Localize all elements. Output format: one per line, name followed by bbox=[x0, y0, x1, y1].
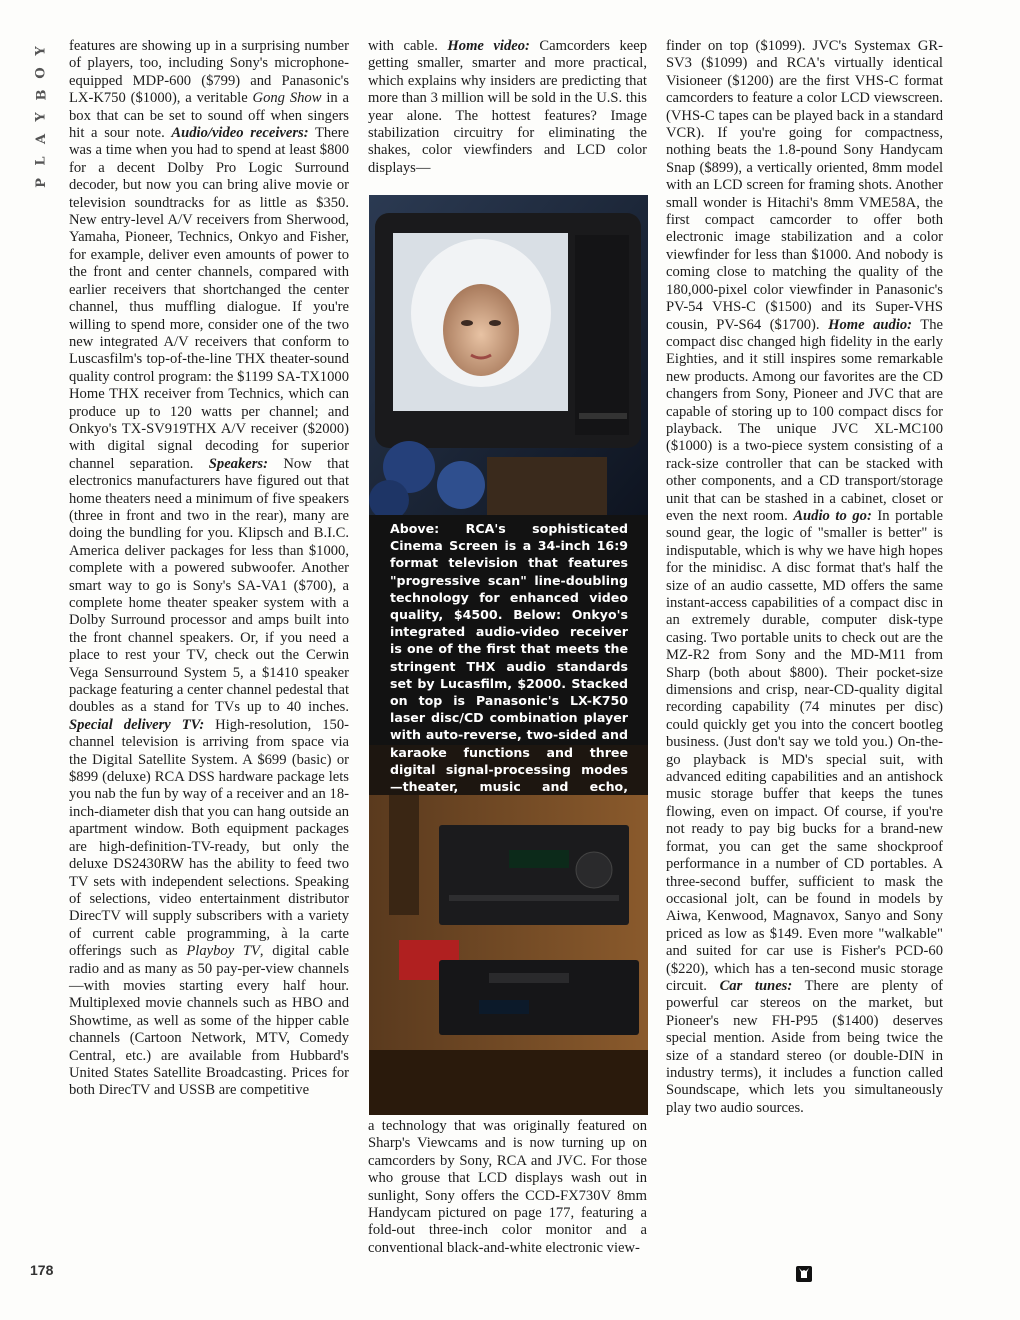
sidebar-letter: Y bbox=[34, 112, 49, 122]
text-run: , digital cable radio and as many as 50 pay-per-view channels—with movies starting every half hour. Multiplexed movie channels such as HBO and Showtime, as well as some of the hipper cable channels (Cartoon Network, MTV, Comedy Central, etc.) are available from Hubbard's United States Satellite Broadcasting. Prices for both DirecTV and USSB are competitive bbox=[69, 943, 349, 1099]
section-heading: Audio/video receivers: bbox=[171, 125, 309, 142]
article-column-2-bottom bbox=[368, 1118, 647, 1257]
sidebar-letter: A bbox=[34, 133, 49, 145]
text-run: features are showing up in a surprising number of players, too, including Sony's microphone-equipped MDP-600 ($799) and Panasonic's LX-K750 ($1000), a veritable bbox=[69, 38, 349, 107]
text-run: a technology that was originally featured on Sharp's Viewcams and is now turning up on camcorders by Sony, RCA and JVC. For those who grouse that LCD displays wash out in sunlight, Sony offers the CCD-FX730V 8mm Handycam pictured on page 177, featuring a fold-out three-inch color monitor and a conventional black-and-white electronic view- bbox=[368, 1118, 647, 1256]
sidebar-letter: Y bbox=[34, 46, 49, 56]
text-run: finder on top ($1099). JVC's Systemax GR-SV3 ($1099) and RCA's virtually identical Visioneer ($1200) are the first VHS-C format camcorders to feature a color LCD viewscreen. (VHS-C tapes can be played back in a standard VCR). If you're going for compactness, nothing beats the 1.8-pound Sony Handycam Snap ($899), a vertically oriented, 8mm model with an LCD screen for framing shots. Another small wonder is Hitachi's 8mm VME58A, the first compact camcorder to offer both electronic image stabilization and a color viewfinder for less than $1000. And nobody is coming close to matching the quality of the 180,000-pixel color viewfinder in Panasonic's PV-54 VHS-C ($1500) and its Super-VHS cousin, PV-S64 ($1700). bbox=[666, 38, 943, 333]
text-run: Playboy TV bbox=[186, 943, 260, 960]
sidebar-letter: O bbox=[33, 67, 49, 79]
text-run: in a box that can be set to sound off when singers hit a sour note. bbox=[69, 90, 350, 142]
magazine-sidebar-logo bbox=[30, 40, 54, 194]
text-run: In portable sound gear, the logic of "smaller is better" is indisputable, which is why we have high hopes for the minidisc. A disc format that's half the size of an audio cassette, MD offers the same instant-access capabilities of a compact disc in an extremely durable, computer disk-type casing. Two portable units to check out are the MZ-R2 from Sony and the MD-M11 from Sharp (both about $800). Their pocket-size dimensions and crisp, near-CD-quality digital recording capability (74 minutes per disc) could quickly get you into the concert bootleg business. (Just don't say we told you.) On-the-go playback is MD's special suit, with advanced editing capabilities and an antishock music storage buffer that keeps the tunes flowing, even on impact. Of course, if you're not ready to pay big bucks for a brand-new format, you can get the same shockproof performance in a number of CD portables. A three-second buffer, sufficient to mask the occasional jolt, can be found in models by Aiwa, Kenwood, Magnavox, Sanyo and Sony priced as low as $149. Even more "walkable" and suited for car use is Fisher's PCD-60 ($220), which has a ten-second music storage circuit. bbox=[666, 507, 943, 994]
article-text-col2-top bbox=[368, 38, 647, 177]
text-run: There was a time when you had to spend at least $800 for a decent Dolby Pro Logic Surround decoder, but now you can bring alive movie or television soundtracks for as little as $350. New entry-level A/V receivers from Sherwood, Yamaha, Pioneer, Technics, Onkyo and Fisher, for example, deliver even amounts of power to the front and center channels, compared with earlier receivers that shortchanged the center channel, thus muffling dialogue. If you're willing to spend more, consider one of the two new integrated A/V receivers that conform to Luscasfilm's top-of-the-line THX theater-sound quality control program: the $1199 SA-TX1000 Home THX receiver from Technics, which can produce up to 120 watts per channel; and Onkyo's TX-SV919THX A/V receiver ($2000) with digital signal decoding for superior channel separation. bbox=[69, 125, 349, 472]
section-heading: Speakers: bbox=[208, 455, 268, 472]
article-column-2-top bbox=[368, 38, 647, 177]
rca-cinema-screen-photo bbox=[369, 195, 648, 515]
article-column-3 bbox=[666, 38, 943, 1117]
section-heading: Car tunes: bbox=[719, 977, 793, 994]
article-text-col2-bottom bbox=[368, 1118, 647, 1257]
section-heading: Audio to go: bbox=[793, 507, 872, 524]
text-run: Gong Show bbox=[252, 90, 322, 107]
text-run: High-resolution, 150-channel television is arriving from space via the Digital Satellite System. A $699 (basic) or $899 (deluxe) RCA DSS hardware package lets you nab the fun by way of a receiver and an 18-inch-diameter dish that you can hang outside an apartment window. Both equipment packages are high-definition-TV-ready, but only the deluxe DS2430RW has the ability to feed two TV sets with independent selections. Speaking of selections, video entertainment distributor DirecTV will supply subscribers with a variety of current cable programming, à la carte offerings such as bbox=[69, 716, 349, 960]
section-heading: Home video: bbox=[447, 38, 530, 54]
text-run: There are plenty of powerful car stereos on the market, but Pioneer's new FH-P95 ($1400) deserves special mention. Aside from being twice the size of a standard stereo (or double-DIN in industry terms), it includes a function called Soundscape, which lets you simultaneously play two audio sources. bbox=[666, 977, 943, 1116]
photo-caption: Above: RCA's sophisticated Cinema Screen is a 34-inch 16:9 format television that features "progressive scan" line-doubling technology for enhanced video quality, $4500. Below: Onkyo's integrated audio-video receiver is one of the first that meets the stringent THX audio standards set by Lucasfilm, $2000. Stacked on top is Panasonic's LX-K750 laser disc/CD combination player with auto-reverse, two-sided and karaoke functions and three digital signal-processing modes—theater, music and echo, bbox=[390, 521, 628, 795]
page-number: 178 bbox=[30, 1262, 54, 1278]
article-text-col1 bbox=[69, 38, 349, 1100]
rabbit-end-mark-icon bbox=[796, 1266, 812, 1282]
section-heading: Home audio: bbox=[828, 316, 913, 333]
text-run: Now that electronics manufacturers have figured out that home theaters need a minimum of five speakers (three in front and two in the rear), many are doing the bundling for you. Klipsch and B.I.C. America deliver packages for less than $1000, complete with a powered subwoofer. Another smart way to go is Sony's SA-VA1 ($700), a complete home theater speaker system with a Dolby Surround processor and amps built into the front channel speakers. Or, if you need a place to rest your TV, check out the Cerwin Vega Sensurround System 5, a $1410 speaker package featuring a center channel pedestal that doubles as a stand for TVs up to 40 inches. bbox=[69, 455, 350, 716]
article-text-col3 bbox=[666, 38, 943, 1117]
text-run: Camcorders keep getting smaller, smarter and more practical, which explains why insiders are predicting that more than 3 million will be sold in the U.S. this year alone. The hottest features? Image stabilization circuitry for eliminating the shakes, color viewfinders and LCD color displays— bbox=[368, 38, 647, 176]
section-heading: Special delivery TV: bbox=[69, 716, 205, 733]
text-run: with cable. bbox=[368, 38, 448, 54]
sidebar-letter: P bbox=[34, 178, 49, 188]
sidebar-letter: L bbox=[33, 156, 49, 166]
sidebar-letter: B bbox=[34, 89, 49, 101]
text-run: The compact disc changed high fidelity in the early Eighties, and it still inspires some remarkable new products. Among our favorites are the CD changers from Sony, Pioneer and JVC that are capable of storing up to 100 compact discs for playback. The unique JVC XL-MC100 ($1000) is a two-piece system consisting of a rack-size controller that can be stacked with other components, and a CD transport/storage unit that can be stashed in a cabinet, closet or even the next room. bbox=[666, 316, 943, 524]
onkyo-receiver-photo bbox=[369, 795, 648, 1115]
article-column-1 bbox=[69, 38, 349, 1100]
